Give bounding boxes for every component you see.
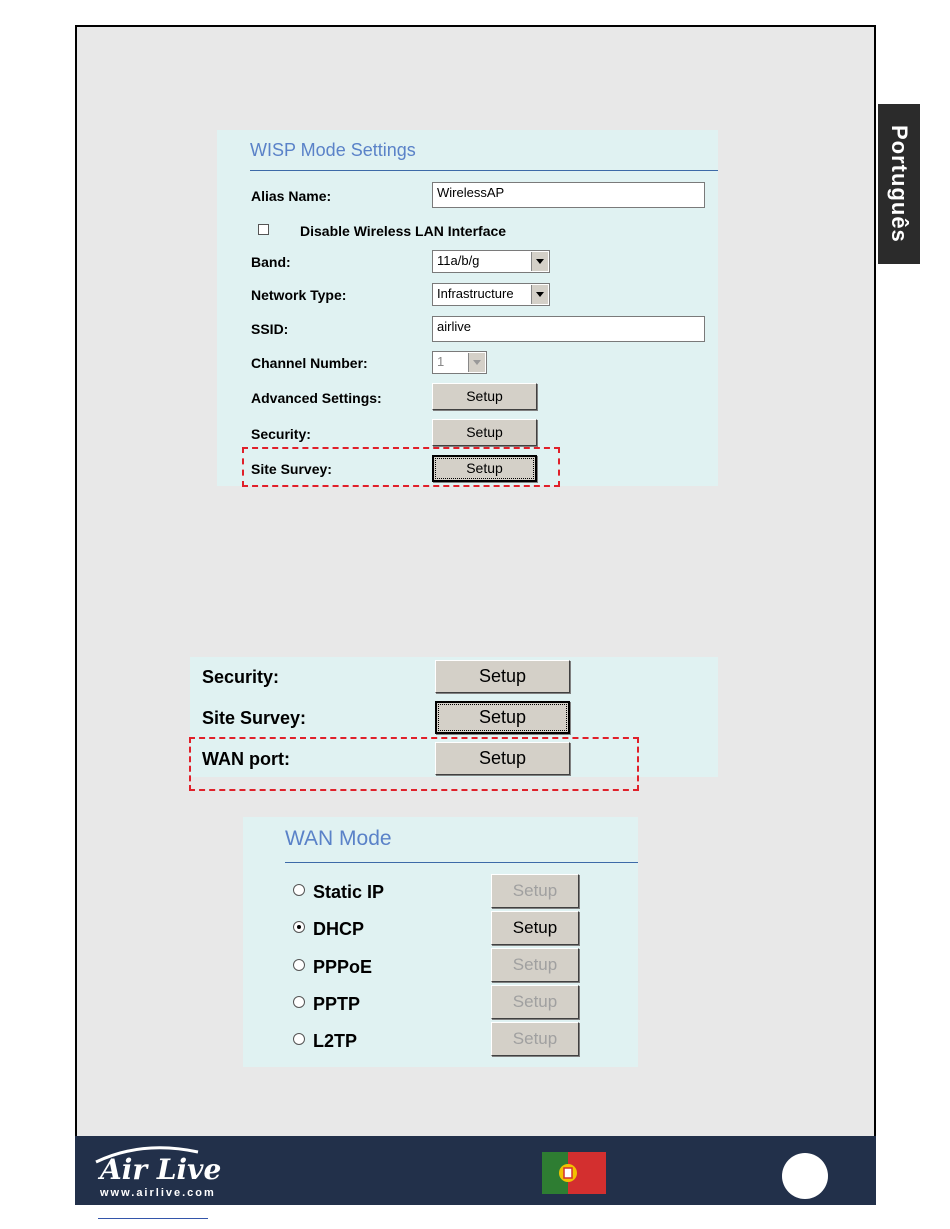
alias-input[interactable]: WirelessAP	[432, 182, 705, 208]
wisp-settings-panel	[217, 130, 718, 486]
page-number-circle	[782, 1153, 828, 1199]
site-survey-setup-button-large[interactable]: Setup	[435, 701, 570, 734]
disable-wlan-label: Disable Wireless LAN Interface	[300, 223, 507, 239]
ssid-label: SSID:	[251, 321, 289, 337]
wan-port-setup-button[interactable]: Setup	[435, 742, 570, 775]
network-type-value: Infrastructure	[437, 286, 514, 301]
wisp-title: WISP Mode Settings	[250, 140, 416, 160]
static-ip-label: Static IP	[313, 882, 385, 902]
ssid-input[interactable]: airlive	[432, 316, 705, 342]
channel-label: Channel Number:	[251, 355, 368, 371]
portugal-flag-icon	[542, 1152, 606, 1194]
chevron-down-icon	[468, 353, 485, 372]
wan-port-label: WAN port:	[202, 749, 290, 769]
security-label-large: Security:	[202, 667, 280, 687]
site-survey-label: Site Survey:	[251, 461, 332, 477]
disable-wlan-checkbox[interactable]	[258, 224, 269, 235]
language-tab	[878, 104, 920, 264]
l2tp-radio[interactable]	[293, 1033, 305, 1045]
chevron-down-icon	[531, 285, 548, 304]
security-setup-button[interactable]: Setup	[432, 419, 537, 446]
band-select[interactable]	[432, 250, 550, 273]
footer-underline	[98, 1218, 208, 1219]
security-label: Security:	[251, 426, 311, 442]
wan-mode-title: WAN Mode	[285, 827, 392, 850]
pppoe-setup-button[interactable]: Setup	[491, 948, 579, 982]
l2tp-setup-button[interactable]: Setup	[491, 1022, 579, 1056]
site-survey-highlight	[242, 447, 560, 487]
wan-port-highlight	[189, 737, 639, 791]
security-setup-button-large[interactable]: Setup	[435, 660, 570, 693]
static-ip-setup-button[interactable]: Setup	[491, 874, 579, 908]
channel-value: 1	[437, 354, 445, 369]
dhcp-radio[interactable]	[293, 921, 305, 933]
wan-mode-panel	[243, 817, 638, 1067]
advanced-setup-button[interactable]: Setup	[432, 383, 537, 410]
channel-select[interactable]	[432, 351, 487, 374]
pppoe-radio[interactable]	[293, 959, 305, 971]
band-label: Band:	[251, 254, 291, 270]
advanced-settings-label: Advanced Settings:	[251, 390, 382, 406]
band-value: 11a/b/g	[437, 253, 480, 268]
dhcp-label: DHCP	[313, 919, 365, 939]
alias-label: Alias Name:	[251, 188, 332, 204]
chevron-down-icon	[531, 252, 548, 271]
language-tab-label: Português	[887, 125, 912, 243]
pppoe-label: PPPoE	[313, 957, 373, 977]
wisp-title-rule	[250, 170, 718, 171]
dhcp-setup-button[interactable]: Setup	[491, 911, 579, 945]
pptp-label: PPTP	[313, 994, 361, 1014]
site-survey-setup-button[interactable]: Setup	[432, 455, 537, 482]
site-survey-label-large: Site Survey:	[202, 708, 307, 728]
network-type-label: Network Type:	[251, 287, 347, 303]
pptp-setup-button[interactable]: Setup	[491, 985, 579, 1019]
static-ip-radio[interactable]	[293, 884, 305, 896]
network-type-select[interactable]	[432, 283, 550, 306]
airlive-logo: Air Live	[100, 1153, 222, 1186]
pptp-radio[interactable]	[293, 996, 305, 1008]
airlive-url: www.airlive.com	[100, 1187, 216, 1199]
wan-mode-title-rule	[285, 862, 638, 863]
l2tp-label: L2TP	[313, 1031, 358, 1051]
